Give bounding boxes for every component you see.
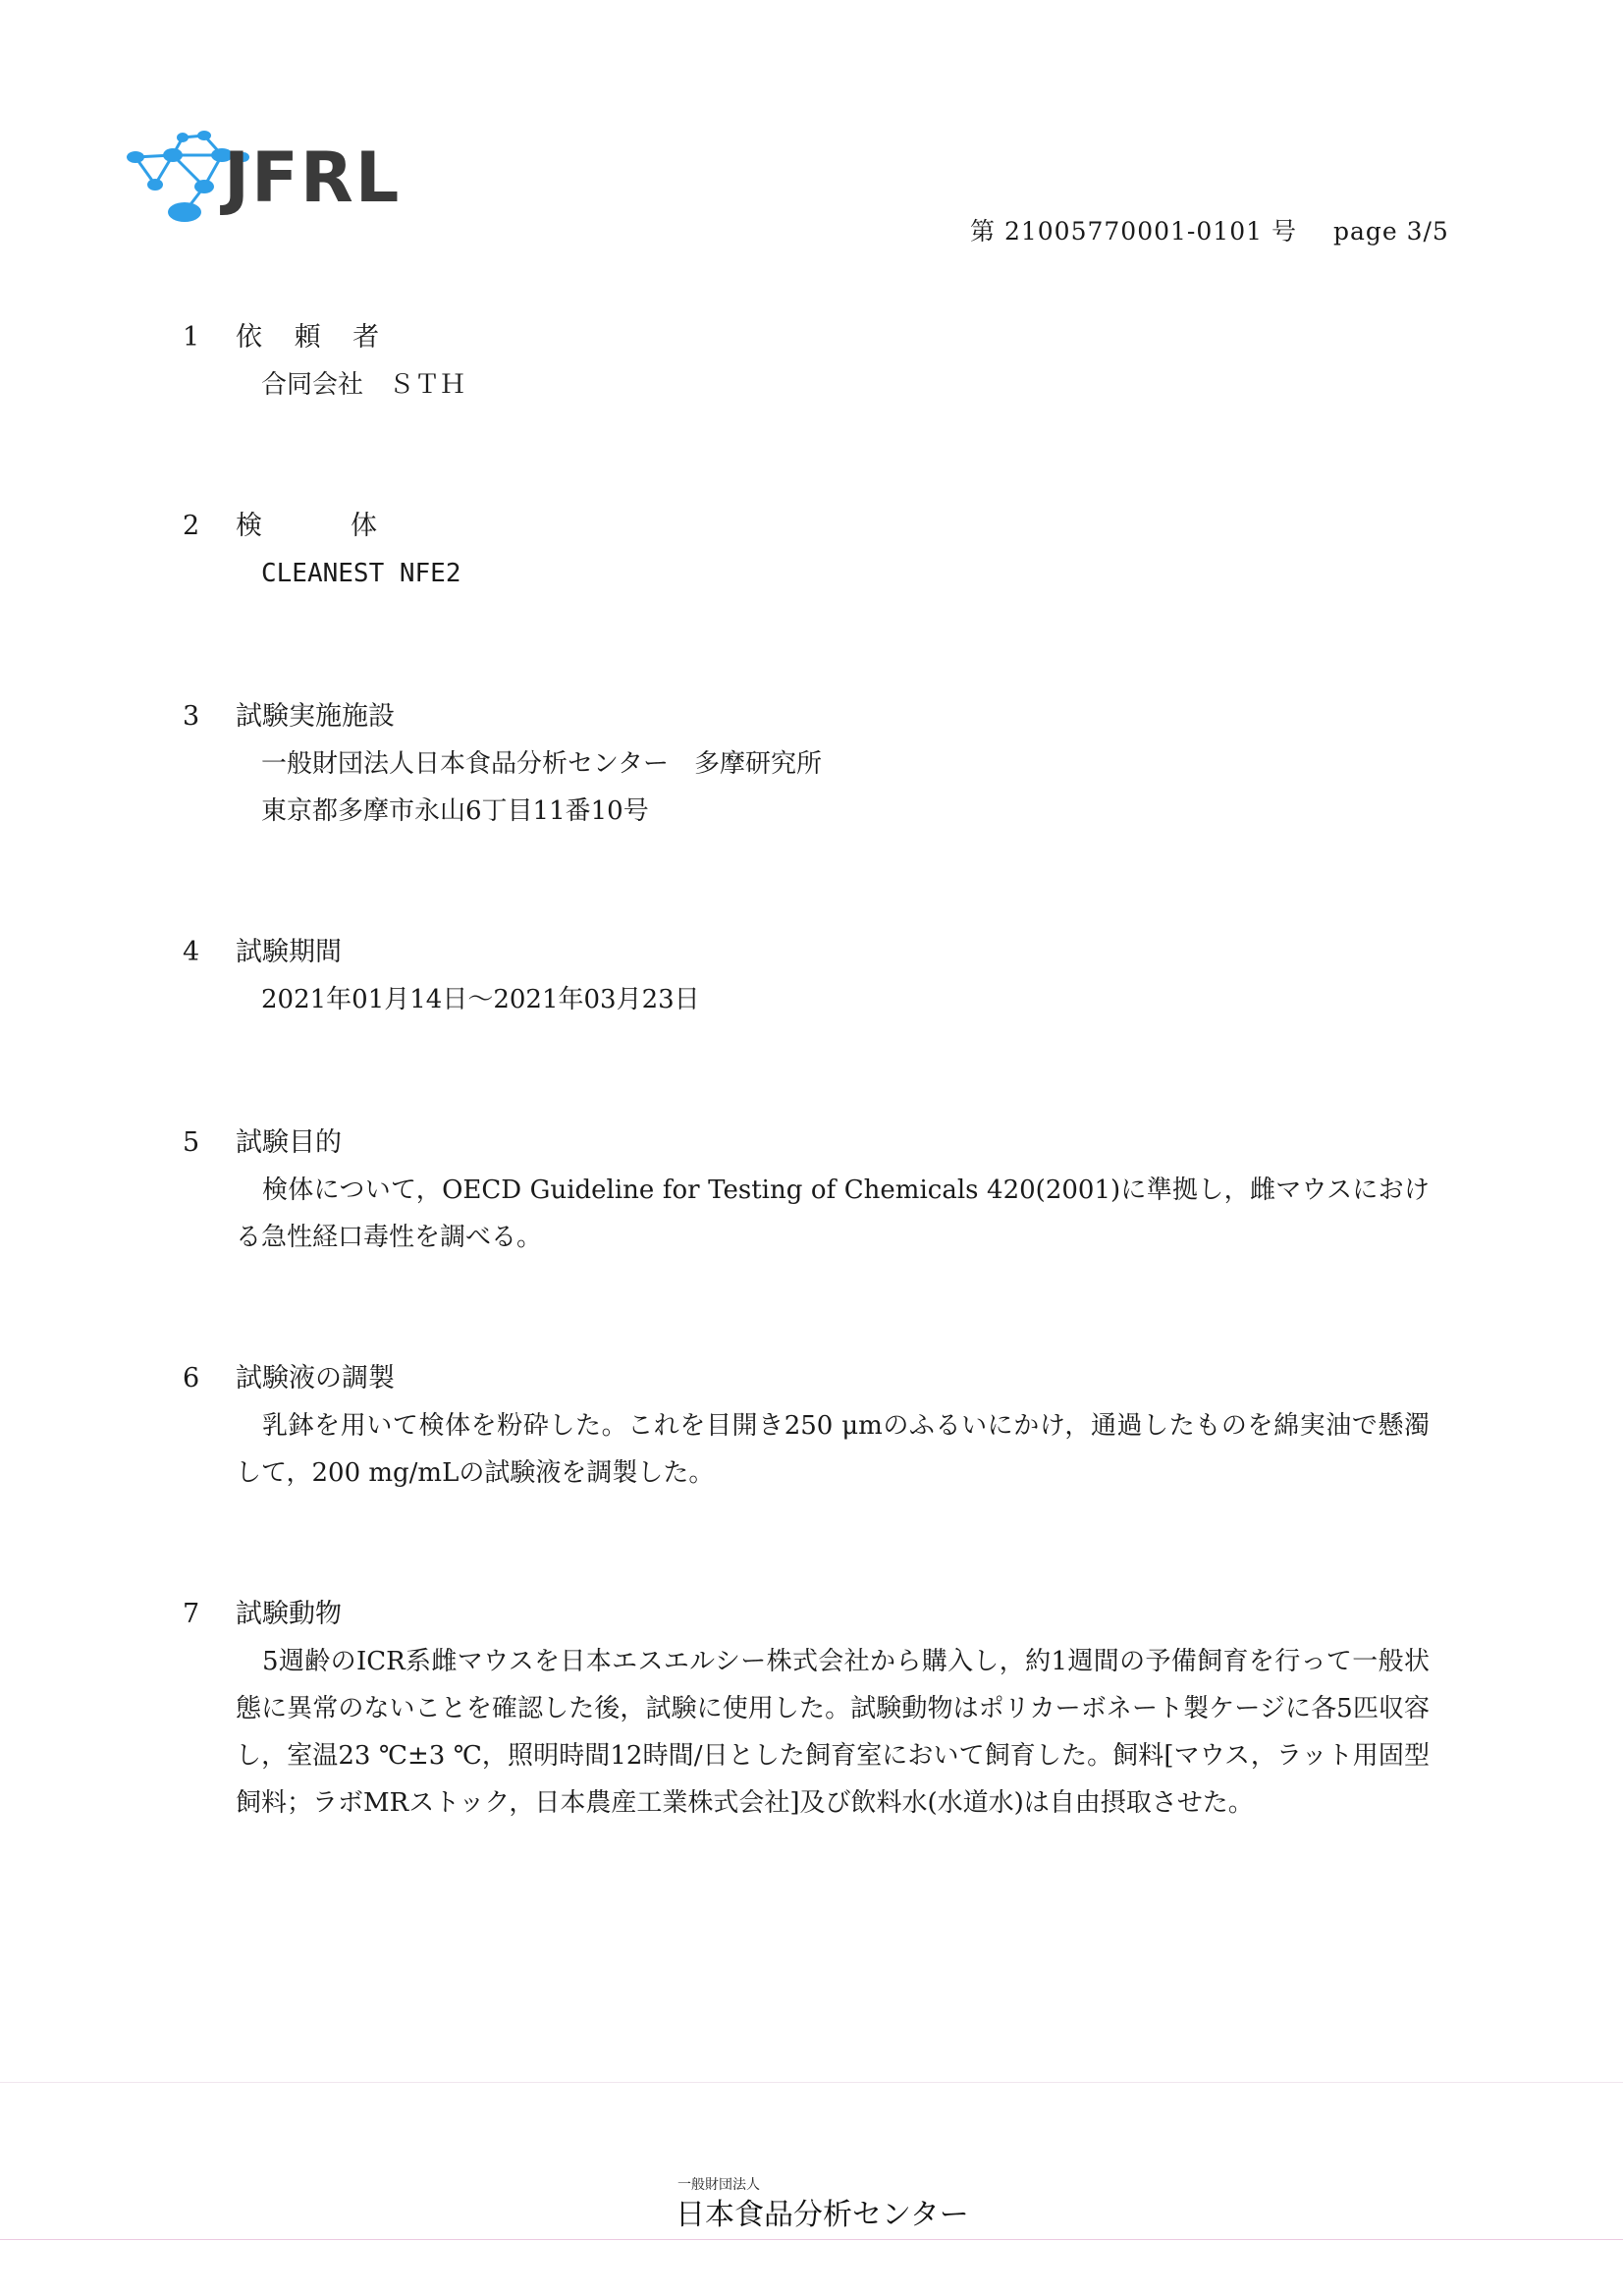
section-heading — [183, 1355, 1449, 1402]
report-suffix: 号 — [1271, 217, 1297, 246]
report-number-line — [970, 212, 1449, 247]
section-facility — [183, 693, 1449, 835]
facility-name: 一般財団法人日本食品分析センター 多摩研究所 — [261, 749, 822, 779]
section-heading — [183, 1120, 1449, 1167]
facility-address: 東京都多摩市永山6丁目11番10号 — [261, 796, 649, 826]
section-sample — [183, 503, 1449, 597]
section-heading — [183, 693, 1449, 740]
section-title: 依 頼 者 — [236, 322, 392, 353]
requester-name: 合同会社 ＳＴＨ — [261, 370, 466, 400]
section-number: 1 — [183, 322, 200, 353]
report-prefix: 第 — [970, 217, 997, 246]
page-indicator: page 3/5 — [1332, 217, 1449, 246]
section-heading — [183, 929, 1449, 976]
sample-name: CLEANEST NFE2 — [261, 559, 461, 588]
section-heading — [183, 503, 1449, 550]
footer-divider-bottom — [0, 2239, 1623, 2240]
test-animals-text: 5週齢のICR系雌マウスを日本エスエルシー株式会社から購入し，約1週間の予備飼育を行って一般状態に異常のないことを確認した後，試験に使用した。試験動物はポリカーボネート製ケージに各5匹収容し，室温23 ℃±3 ℃，照明時間12時間/日とした飼育室において飼育した。飼料[マウス，ラット用固型飼料；ラボMRストック，日本農産工業株式会社]及び飲料水(水道水)は自由摂取させた。 — [236, 1647, 1430, 1818]
section-number: 7 — [183, 1599, 200, 1629]
footer-org-type: 一般財団法人 — [677, 2177, 760, 2193]
section-title: 試験実施施設 — [236, 701, 395, 732]
section-test-solution — [183, 1355, 1449, 1497]
test-period-dates: 2021年01月14日～2021年03月23日 — [261, 985, 700, 1014]
section-heading — [183, 1591, 1449, 1638]
section-number: 2 — [183, 511, 200, 541]
test-purpose-text: 検体について，OECD Guideline for Testing of Chemicals 420(2001)に準拠し，雌マウスにおける急性経口毒性を調べる。 — [236, 1175, 1430, 1252]
test-solution-text: 乳鉢を用いて検体を粉砕した。これを目開き250 μmのふるいにかけ，通過したものを綿実油で懸濁して，200 mg/mLの試験液を調製した。 — [236, 1411, 1430, 1488]
section-title: 検 体 — [236, 511, 389, 541]
section-title: 試験液の調製 — [236, 1363, 395, 1394]
section-requester — [183, 314, 1449, 409]
section-title: 試験期間 — [236, 937, 342, 967]
section-heading — [183, 314, 1449, 361]
section-test-purpose — [183, 1120, 1449, 1261]
footer-divider-top — [0, 2082, 1623, 2083]
report-number: 21005770001-0101 — [1003, 217, 1264, 246]
section-title: 試験動物 — [236, 1599, 342, 1629]
section-number: 4 — [183, 937, 200, 967]
section-test-animals — [183, 1591, 1449, 1827]
section-number: 6 — [183, 1363, 200, 1394]
logo-text: JFRL — [224, 137, 402, 218]
section-test-period — [183, 929, 1449, 1023]
section-number: 3 — [183, 701, 200, 732]
footer-org-name: 日本食品分析センター — [676, 2198, 969, 2232]
section-title: 試験目的 — [236, 1127, 342, 1158]
section-number: 5 — [183, 1127, 200, 1158]
